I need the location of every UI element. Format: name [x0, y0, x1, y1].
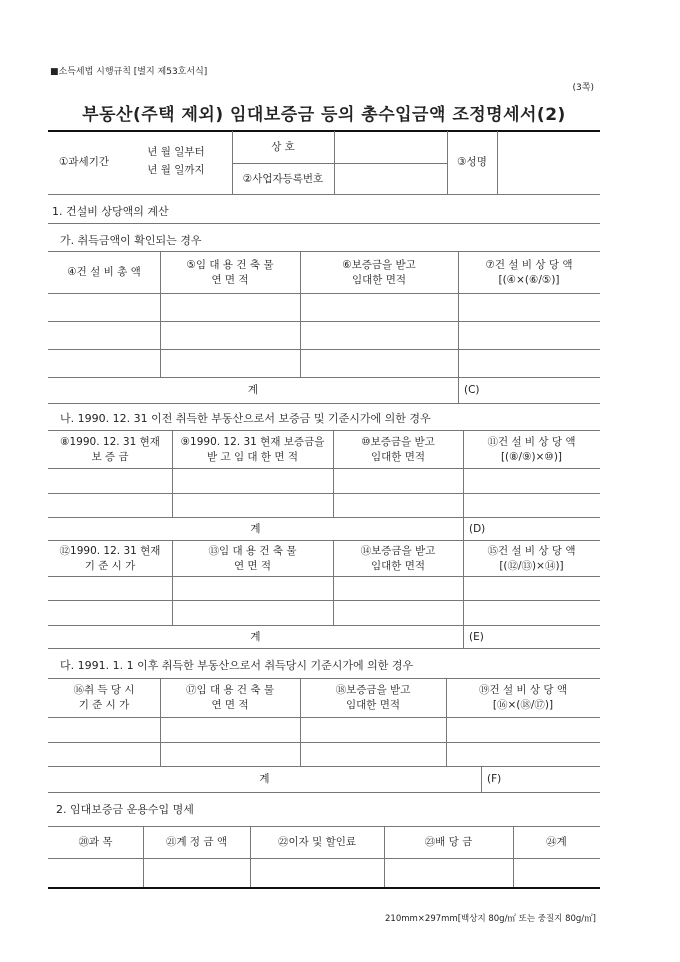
col-header-1990-deposit-area: ⑨1990. 12. 31 현재 보증금을 받 고 임 대 한 면 적 — [180, 435, 325, 463]
col-header-deposit-area: ⑭보증금을 받고 임대한 면적 — [360, 544, 436, 572]
name-label: ③성명 — [457, 156, 487, 168]
divider — [48, 293, 600, 294]
col-header-rental-floor-area: ⑰임 대 용 건 축 물 연 면 적 — [185, 684, 275, 711]
da-total-label: 계 — [259, 773, 270, 785]
col-header-construction-total: ④건 설 비 총 액 — [67, 266, 141, 278]
divider — [48, 349, 600, 350]
col-header-interest-discount: ㉒이자 및 할인료 — [277, 836, 357, 848]
section2-title: 2. 임대보증금 운용수입 명세 — [56, 803, 194, 816]
company-name-label: 상 호 — [271, 140, 295, 153]
col-header-total: ㉔계 — [546, 836, 567, 848]
form-title: 부동산(주택 제외) 임대보증금 등의 총수입금액 조정명세서(2) — [82, 105, 566, 125]
divider — [48, 792, 600, 793]
divider — [48, 493, 600, 494]
col-header-construction-equivalent: ⑦건 설 비 상 당 액 [(④×(⑥/⑤)] — [485, 258, 573, 286]
divider — [48, 858, 600, 859]
na-total2-label: 계 — [250, 630, 261, 643]
period-label: ①과세기간 — [59, 156, 109, 168]
col-header-account: ⑳과 목 — [78, 836, 113, 848]
col-header-construction-equivalent: ⑮건 설 비 상 당 액 [(⑫/⑬)×⑭)] — [487, 544, 576, 572]
col-header-1990-deposit: ⑧1990. 12. 31 현재 보 증 금 — [60, 435, 160, 463]
col-header-construction-equivalent: ⑲건 설 비 상 당 액 [⑯×(⑱/⑰)] — [478, 684, 568, 711]
ga-total-label: 계 — [247, 384, 259, 396]
divider — [48, 600, 600, 601]
col-header-rental-floor-area: ⑤임 대 용 건 축 물 연 면 적 — [186, 258, 274, 286]
section1-ga-title: 가. 취득금액이 확인되는 경우 — [60, 234, 202, 247]
divider — [48, 468, 600, 469]
col-header-construction-equivalent: ⑪건 설 비 상 당 액 [(⑧/⑨)×⑩)] — [487, 435, 576, 463]
table-bottom-border — [48, 887, 600, 889]
period-from: 년 월 일부터 — [147, 145, 205, 158]
biz-reg-no-label: ②사업자등록번호 — [242, 172, 324, 185]
period-to: 년 월 일까지 — [147, 163, 205, 176]
page-number: (3쪽) — [572, 83, 594, 93]
col-header-dividend: ㉓배 당 금 — [424, 836, 473, 848]
section1-title: 1. 건설비 상당액의 계산 — [52, 205, 169, 218]
na-total1-code: (D) — [469, 522, 486, 535]
ga-total-code: (C) — [464, 384, 480, 396]
col-header-deposit-area: ⑱보증금을 받고 임대한 면적 — [335, 684, 411, 711]
divider — [48, 223, 600, 224]
biz-reg-no-field[interactable] — [335, 164, 446, 194]
divider — [48, 717, 600, 718]
paper-spec: 210mm×297mm[백상지 80g/㎡ 또는 중질지 80g/㎡] — [385, 914, 596, 924]
da-total-code: (F) — [487, 773, 502, 785]
divider — [48, 321, 600, 322]
company-name-field[interactable] — [335, 131, 446, 163]
divider — [48, 194, 600, 195]
form-code: ■소득세법 시행규칙 [별지 제53호서식] — [50, 67, 208, 77]
col-header-account-amount: ㉑계 정 금 액 — [165, 836, 228, 848]
col-header-1990-standard-price: ⑫1990. 12. 31 현재 기 준 시 가 — [59, 544, 161, 572]
col-header-rental-floor-area: ⑬임 대 용 건 축 물 연 면 적 — [208, 544, 297, 572]
na-total1-label: 계 — [250, 522, 261, 535]
section1-da-title: 다. 1991. 1. 1 이후 취득한 부동산으로서 취득당시 기준시가에 의한 경우 — [60, 659, 414, 672]
col-header-acquisition-standard-price: ⑯취 득 당 시 기 준 시 가 — [73, 684, 135, 711]
divider — [48, 648, 600, 649]
divider — [48, 403, 600, 404]
section1-na-title: 나. 1990. 12. 31 이전 취득한 부동산으로서 보증금 및 기준시가에 의한 경우 — [60, 412, 431, 425]
col-header-deposit-area: ⑩보증금을 받고 임대한 면적 — [361, 435, 435, 463]
divider — [48, 742, 600, 743]
name-field[interactable] — [498, 131, 599, 194]
col-header-deposit-area: ⑥보증금을 받고 임대한 면적 — [342, 258, 416, 286]
na-total2-code: (E) — [469, 630, 484, 643]
divider — [48, 576, 600, 577]
